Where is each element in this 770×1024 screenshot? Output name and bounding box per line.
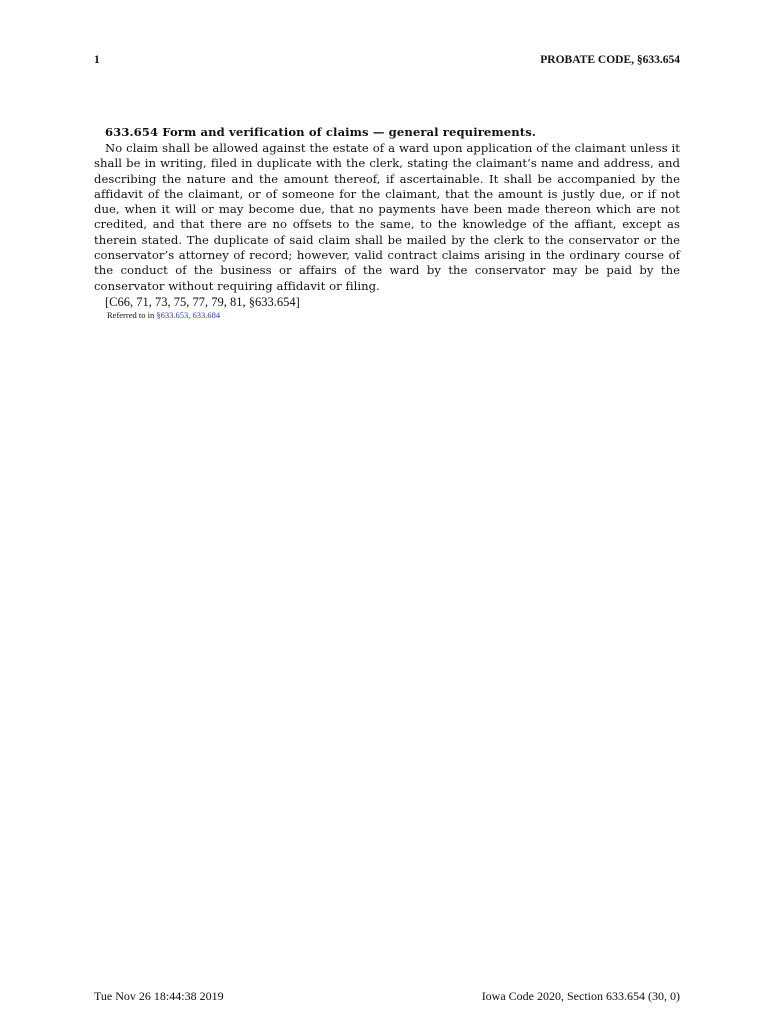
section-body: No claim shall be allowed against the estate of a ward upon application of the claimant unless it shall be in writing, filed in duplicate with the clerk, stating the claimant’s name and address, and describing the nature and the amount thereof, if ascertainable. It shall be accompanied by the affidavit of the claimant, or of someone for the claimant, that the amount is justly due, or if not due, when it will or may become due, that no payments have been made thereon which are not credited, and that there are no offsets to the same, to the knowledge of the affiant, except as therein stated. The duplicate of said claim shall be mailed by the clerk to the conservator or the conservator’s attorney of record; however, valid contract claims arising in the ordinary course of the conduct of the business or affairs of the ward by the conservator may be paid by the conservator without requiring affidavit or filing. bbox=[94, 141, 680, 293]
code-section bbox=[94, 124, 680, 320]
page-number: 1 bbox=[94, 54, 100, 66]
referred-to-note bbox=[107, 310, 680, 320]
referred-prefix: Referred to in bbox=[107, 309, 157, 320]
section-heading: 633.654 Form and verification of claims — general requirements. bbox=[105, 125, 536, 139]
section-history: [C66, 71, 73, 75, 77, 79, 81, §633.654] bbox=[105, 294, 300, 309]
referred-links[interactable]: §633.653, 633.684 bbox=[156, 309, 221, 320]
page-header bbox=[94, 54, 680, 70]
running-title: PROBATE CODE, §633.654 bbox=[540, 54, 680, 66]
footer-citation: Iowa Code 2020, Section 633.654 (30, 0) bbox=[481, 989, 680, 1003]
page-footer bbox=[94, 989, 680, 1005]
footer-timestamp: Tue Nov 26 18:44:38 2019 bbox=[94, 989, 224, 1003]
